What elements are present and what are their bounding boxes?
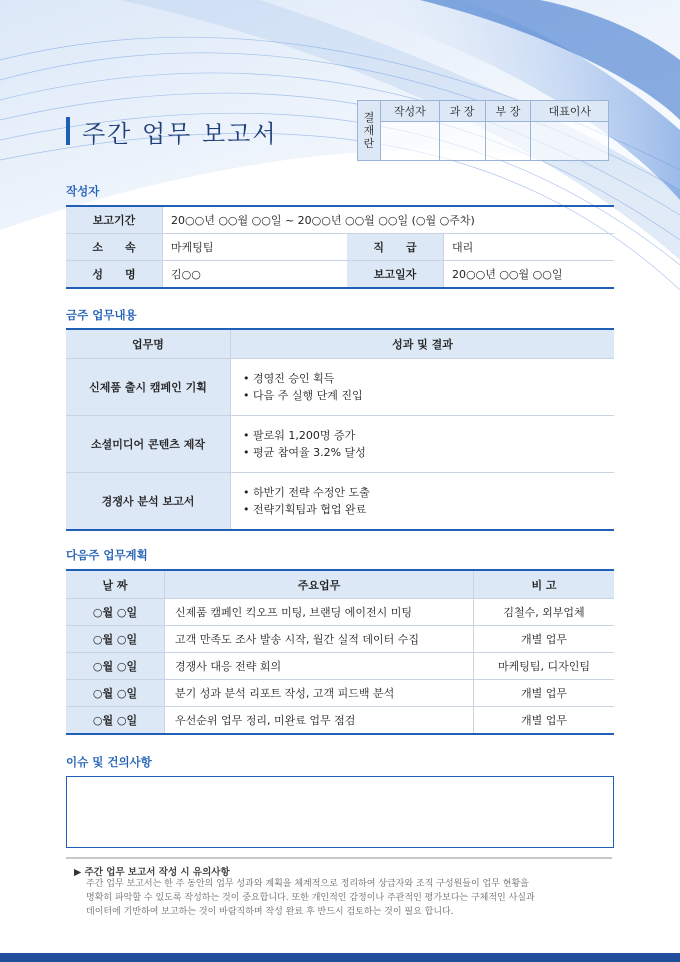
plan-task[interactable]: 경쟁사 대응 전략 회의 xyxy=(165,653,474,680)
writer-info-table xyxy=(66,205,614,289)
notes-divider xyxy=(66,857,612,859)
notes-line: 주간 업무 보고서는 한 주 동안의 업무 성과와 계획을 체계적으로 정리하여 상급자와 조직 구성원들이 업무 현황을 xyxy=(86,879,529,889)
table-row xyxy=(66,473,614,531)
writer-section-heading: 작성자 xyxy=(66,184,100,198)
table-row xyxy=(66,359,614,416)
approval-header-manager: 과 장 xyxy=(439,101,485,122)
plan-date[interactable]: ○월 ○일 xyxy=(66,599,165,626)
task-result[interactable]: • 팔로워 1,200명 증가 • 평균 참여율 3.2% 달성 xyxy=(231,416,615,473)
table-row xyxy=(66,707,614,735)
period-label: 보고기간 xyxy=(66,206,163,234)
plan-task[interactable]: 고객 만족도 조사 발송 시작, 월간 실적 데이터 수집 xyxy=(165,626,474,653)
name-value[interactable]: 김○○ xyxy=(163,261,348,289)
plan-task[interactable]: 우선순위 업무 정리, 미완료 업무 점검 xyxy=(165,707,474,735)
notes-title: ▶ 주간 업무 보고서 작성 시 유의사항 xyxy=(74,867,230,878)
page-title xyxy=(66,114,278,148)
approval-header-director: 부 장 xyxy=(485,101,531,122)
issues-heading: 이슈 및 건의사항 xyxy=(66,755,152,769)
sign-cell-director[interactable] xyxy=(485,122,531,161)
table-row xyxy=(66,416,614,473)
this-week-table xyxy=(66,328,614,531)
task-result[interactable]: • 하반기 전략 수정안 도출 • 전략기획팀과 협업 완료 xyxy=(231,473,615,531)
plan-date[interactable]: ○월 ○일 xyxy=(66,653,165,680)
task-name[interactable]: 소셜미디어 콘텐츠 제작 xyxy=(66,416,231,473)
plan-date[interactable]: ○월 ○일 xyxy=(66,707,165,735)
rank-value[interactable]: 대리 xyxy=(444,234,615,261)
dept-label: 소 속 xyxy=(66,234,163,261)
title-accent xyxy=(66,117,70,145)
approval-header-ceo: 대표이사 xyxy=(531,101,609,122)
next-week-table xyxy=(66,569,614,735)
notes-body xyxy=(86,877,606,919)
approval-table xyxy=(357,100,609,161)
plan-date[interactable]: ○월 ○일 xyxy=(66,626,165,653)
task-result[interactable]: • 경영진 승인 획득 • 다음 주 실행 단계 진입 xyxy=(231,359,615,416)
plan-task[interactable]: 신제품 캠페인 킥오프 미팅, 브랜딩 에이전시 미팅 xyxy=(165,599,474,626)
table-row xyxy=(66,653,614,680)
wave-background xyxy=(0,0,680,340)
table-row xyxy=(66,680,614,707)
plan-note[interactable]: 마케팅팀, 디자인팀 xyxy=(474,653,615,680)
plan-note[interactable]: 개별 업무 xyxy=(474,626,615,653)
bottom-accent-bar xyxy=(0,953,680,962)
period-value[interactable]: 20○○년 ○○월 ○○일 ~ 20○○년 ○○월 ○○일 (○월 ○주차) xyxy=(163,206,615,234)
title-text: 주간 업무 보고서 xyxy=(82,119,278,148)
plan-note[interactable]: 개별 업무 xyxy=(474,707,615,735)
sign-cell-manager[interactable] xyxy=(439,122,485,161)
issues-input-box[interactable] xyxy=(66,776,614,848)
task-name[interactable]: 신제품 출시 캠페인 기획 xyxy=(66,359,231,416)
next-week-heading: 다음주 업무계획 xyxy=(66,548,148,562)
col-task-header: 업무명 xyxy=(66,329,231,359)
plan-date[interactable]: ○월 ○일 xyxy=(66,680,165,707)
sign-cell-ceo[interactable] xyxy=(531,122,609,161)
this-week-heading: 금주 업무내용 xyxy=(66,308,137,322)
col-result-header: 성과 및 결과 xyxy=(231,329,615,359)
table-row xyxy=(66,599,614,626)
sign-cell-writer[interactable] xyxy=(381,122,440,161)
dept-value[interactable]: 마케팅팀 xyxy=(163,234,348,261)
notes-line: 데이터에 기반하여 보고하는 것이 바람직하며 작성 완료 후 반드시 검토하는 것이 필요 합니다. xyxy=(86,907,454,917)
table-row xyxy=(66,626,614,653)
col-main-task-header: 주요업무 xyxy=(165,570,474,599)
col-note-header: 비 고 xyxy=(474,570,615,599)
approval-label: 결 재 란 xyxy=(358,101,381,161)
plan-note[interactable]: 개별 업무 xyxy=(474,680,615,707)
approval-header-writer: 작성자 xyxy=(381,101,440,122)
col-date-header: 날 짜 xyxy=(66,570,165,599)
rank-label: 직 급 xyxy=(347,234,444,261)
notes-line: 명확히 파악할 수 있도록 작성하는 것이 중요합니다. 또한 개인적인 감정이나 주관적인 평가보다는 구체적인 사실과 xyxy=(86,893,535,903)
report-date-label: 보고일자 xyxy=(347,261,444,289)
plan-task[interactable]: 분기 성과 분석 리포트 작성, 고객 피드백 분석 xyxy=(165,680,474,707)
plan-note[interactable]: 김철수, 외부업체 xyxy=(474,599,615,626)
report-date-value[interactable]: 20○○년 ○○월 ○○일 xyxy=(444,261,615,289)
task-name[interactable]: 경쟁사 분석 보고서 xyxy=(66,473,231,531)
name-label: 성 명 xyxy=(66,261,163,289)
